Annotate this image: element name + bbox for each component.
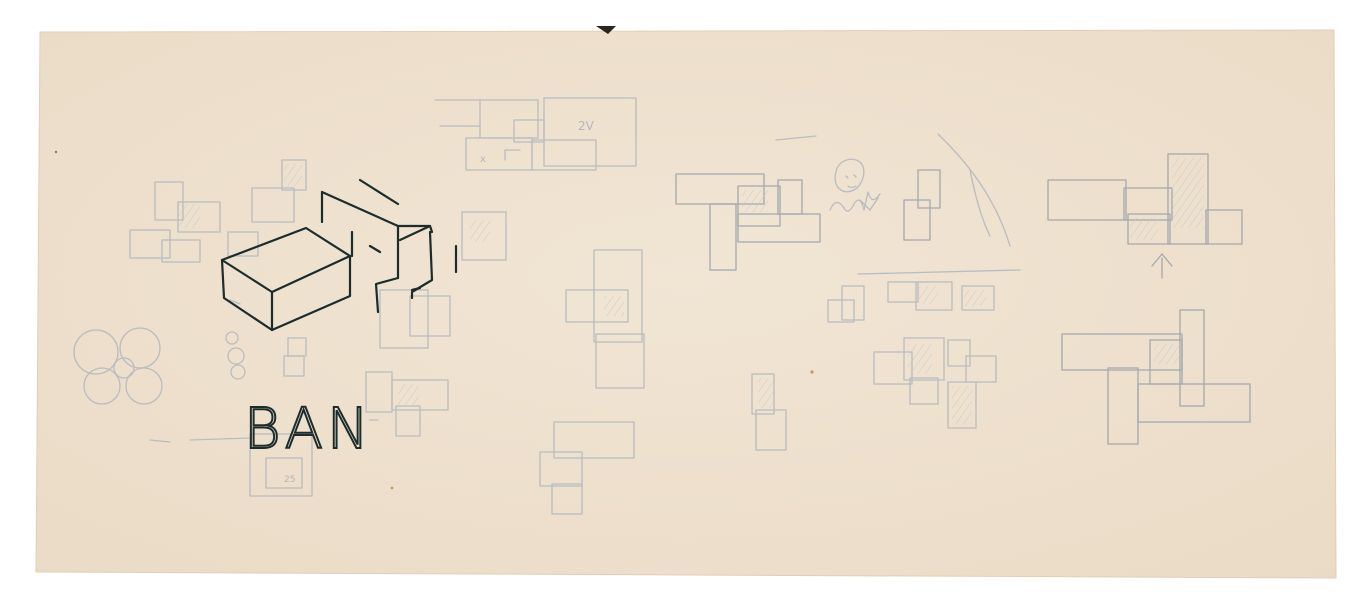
ink-label: BAN [244,397,373,462]
paper-sheet [36,30,1336,578]
svg-text:2V: 2V [578,119,594,133]
paper-stain [810,370,813,373]
svg-text:25: 25 [284,475,296,485]
paper-stain [55,151,57,153]
svg-text:x: x [480,154,486,165]
paper-stain [391,487,394,490]
